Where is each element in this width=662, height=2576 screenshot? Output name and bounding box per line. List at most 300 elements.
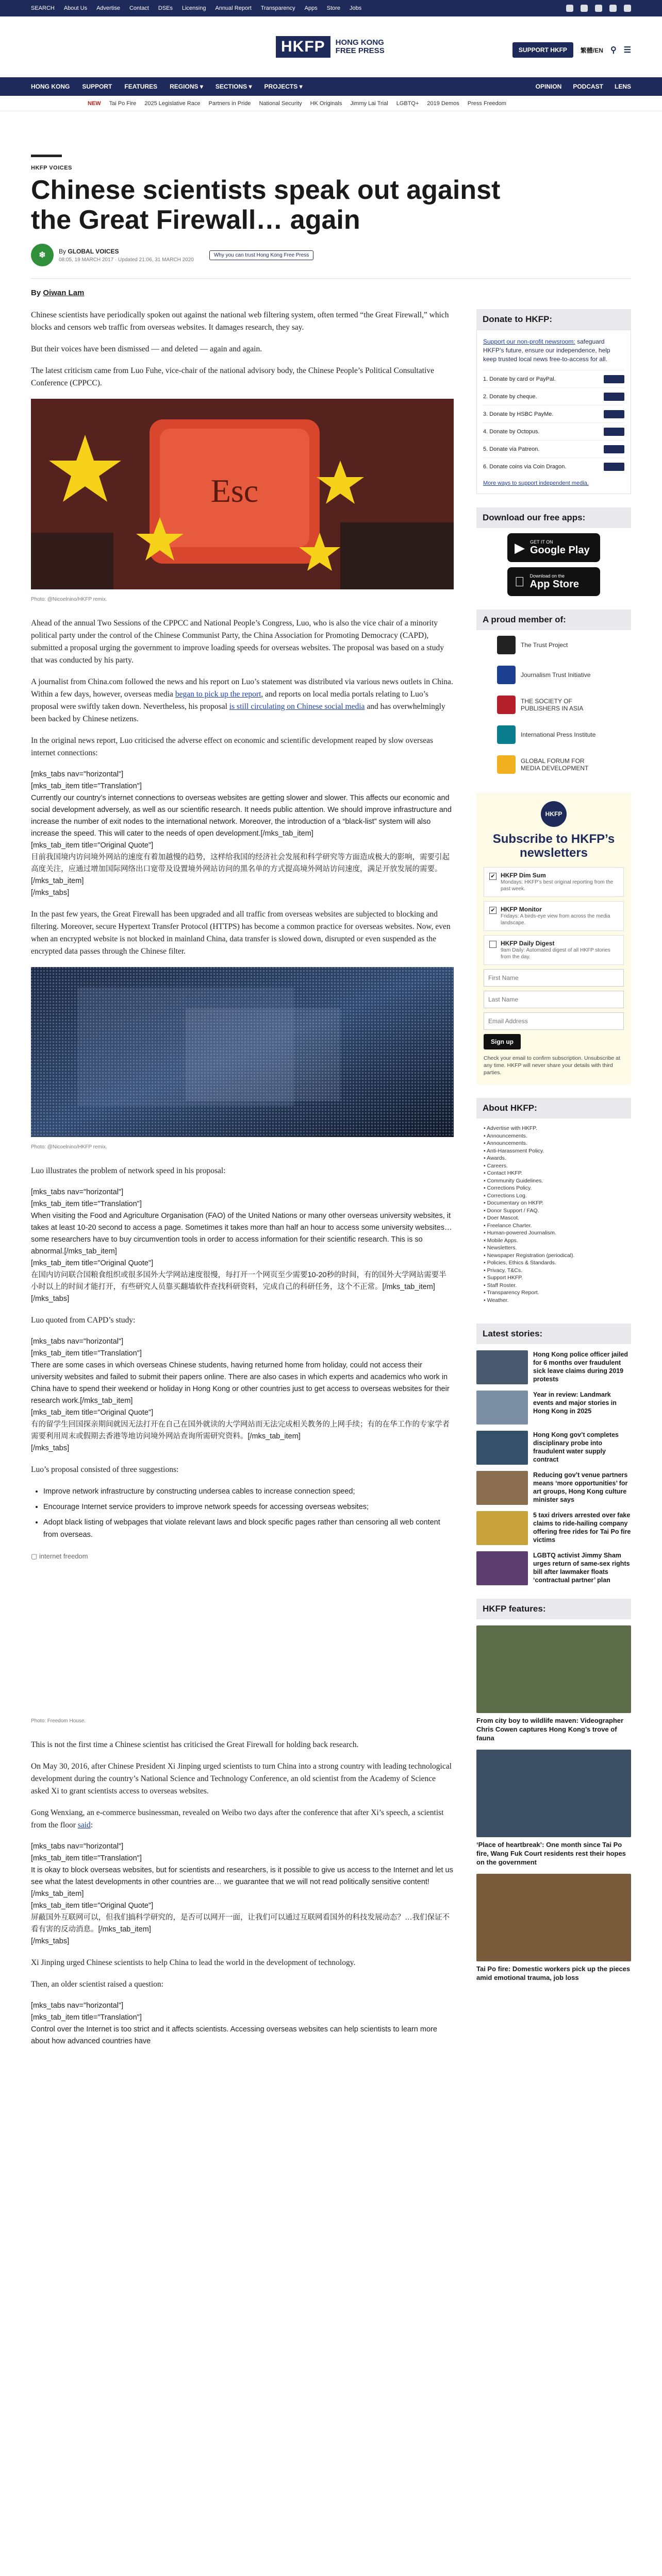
about-link[interactable] — [484, 1252, 624, 1260]
donate-option[interactable] — [483, 440, 624, 457]
donate-option-label: 1. Donate by card or PayPal. — [483, 376, 556, 382]
shortcode: [/mks_tabs] — [31, 1937, 70, 1945]
about-link-label: Anti-Harassment Policy. — [487, 1147, 544, 1154]
byline-prefix: By — [59, 247, 67, 255]
donate-options — [483, 370, 624, 475]
photo-caption: Photo: Freedom House. — [31, 1718, 86, 1724]
shortcode: [mks_tabs nav="horizontal"] — [31, 1337, 124, 1346]
about-link[interactable] — [484, 1192, 624, 1200]
features-list — [476, 1625, 631, 1982]
story-title[interactable]: 5 taxi drivers arrested over fake claims to ride-hailing company offering free rides for Tai Po fire victims — [533, 1512, 631, 1544]
twitter-icon[interactable] — [581, 5, 588, 12]
about-link[interactable] — [484, 1177, 624, 1185]
widget-title: A proud member of: — [476, 609, 631, 630]
trust-button[interactable]: Why you can trust Hong Kong Free Press — [209, 250, 314, 260]
paragraph: Xi Jinping urged Chinese scientists to help China to lead the world in the development of technology. — [31, 1958, 356, 1967]
instagram-icon[interactable] — [595, 5, 602, 12]
linkedin-icon[interactable] — [624, 5, 631, 12]
story-thumbnail[interactable] — [476, 1350, 528, 1384]
app-store-button[interactable] — [507, 567, 600, 596]
widget-title: About HKFP: — [476, 1098, 631, 1118]
about-link-label: Policies, Ethics & Standards. — [487, 1260, 556, 1266]
shortcode: [mks_tabs nav="horizontal"] — [31, 2002, 124, 2010]
bullet-icon: • — [484, 1237, 487, 1244]
newsletter-desc: Fridays: A birds-eye view from across the media landscape. — [501, 913, 610, 926]
about-link[interactable] — [484, 1274, 624, 1282]
more-support-link[interactable]: More ways to support independent media. — [483, 480, 589, 486]
widget-title: HKFP features: — [476, 1599, 631, 1619]
payment-icon — [604, 463, 624, 471]
about-link[interactable] — [484, 1207, 624, 1215]
newsletter-note: Check your email to confirm subscription. Unsubscribe at any time. HKFP will never share your details with third parties. — [484, 1055, 620, 1076]
article-title: Chinese scientists speak out against the Great Firewall… again — [31, 175, 501, 235]
about-link[interactable] — [484, 1132, 624, 1140]
feature-image[interactable] — [476, 1750, 631, 1837]
about-link[interactable] — [484, 1229, 624, 1237]
bullet-icon: • — [484, 1282, 487, 1289]
donate-intro-text: safeguard HKFP’s future, ensure our independence, help keep trusted local news free-to-access for all. — [483, 338, 610, 363]
about-link-label: Awards. — [487, 1155, 506, 1161]
youtube-icon[interactable] — [609, 5, 617, 12]
support-button[interactable]: SUPPORT HKFP — [512, 42, 573, 58]
member-name: Journalism Trust Initiative — [521, 671, 591, 679]
donate-option-label: 4. Donate by Octopus. — [483, 428, 540, 435]
payment-icon — [604, 445, 624, 453]
byline — [31, 242, 443, 268]
bullet-icon: • — [484, 1177, 487, 1184]
donate-intro — [483, 337, 624, 364]
about-link-label: Support HKFP. — [487, 1275, 523, 1281]
feature-image[interactable] — [476, 1874, 631, 1961]
about-list — [476, 1118, 631, 1310]
quote-original: 屏蔽国外互联网可以，但我们搞科学研究的，是否可以网开一面，让我们可以通过互联网看国外的科技发展动态？…我们保证不看有害的反动消息。[/mks_tab_item] — [31, 1913, 450, 1934]
paragraph: Then, an older scientist raised a question: — [31, 1980, 163, 1989]
social-links — [566, 0, 631, 16]
about-link-label: Privacy, T&Cs. — [487, 1267, 523, 1274]
checkbox[interactable]: ✔ — [489, 907, 496, 914]
email-field[interactable] — [484, 1012, 624, 1030]
bullet-icon: • — [484, 1275, 487, 1281]
bullet-icon: • — [484, 1125, 487, 1131]
main-nav — [0, 77, 662, 96]
about-link[interactable] — [484, 1214, 624, 1222]
story-title[interactable]: Hong Kong gov’t completes disciplinary probe into fraudulent water supply contract — [533, 1431, 619, 1463]
about-link[interactable] — [484, 1222, 624, 1230]
broken-image-alt: internet freedom — [39, 1552, 88, 1560]
about-link[interactable] — [484, 1244, 624, 1252]
about-link[interactable] — [484, 1147, 624, 1155]
utility-link[interactable]: DSEs — [158, 5, 173, 11]
about-link[interactable] — [484, 1155, 624, 1162]
utility-link[interactable]: Store — [326, 5, 341, 11]
quote-translation: It is okay to block overseas websites, but for scientists and researchers, is it possible to give us access to the Internet and let us see what the latest developments in other countries are… we guarantee that we will not read politically sensitive content![/mks_tab_item] — [31, 1866, 453, 1898]
last-name-field[interactable] — [484, 991, 624, 1008]
donate-option-label: 5. Donate via Patreon. — [483, 446, 540, 452]
shortcode: [/mks_tabs] — [31, 889, 70, 897]
newsletter-desc: Mondays: HKFP’s best original reporting from the past week. — [501, 879, 614, 892]
quote-original: 有的留学生回国探亲期间就因无法打开在自己在国外就读的大学网站而无法完成相关教务的上网手续；有的在华工作的专家学者需要利用周末或假期去香港等地访问境外网站查询所需研究资料。[/mks_tab_item] — [31, 1420, 450, 1440]
about-link-label: Weather. — [487, 1297, 509, 1303]
bullet-icon: • — [484, 1297, 487, 1303]
quote-translation: There are some cases in which overseas Chinese students, having returned home from holiday, could not access their university websites and failed to submit their papers online. There are also cases in which experts and academics who work in China have to spend their weekend or holiday in Hong Kong or other countries just to get access to overseas websites for their research work.[/mks_tab_item] — [31, 1361, 450, 1405]
paragraph: Luo quoted from CAPD’s study: — [31, 1316, 136, 1325]
paragraph: In the original news report, Luo criticised the adverse effect on economic and scientific development reaped by slow overseas internet connections: — [31, 736, 434, 757]
story-thumbnail[interactable] — [476, 1551, 528, 1585]
svg-text:Esc: Esc — [210, 472, 259, 509]
trending-link[interactable]: 2025 Legislative Race — [144, 100, 201, 107]
bullet-icon: • — [484, 1155, 487, 1161]
nav-item[interactable]: HONG KONG — [31, 83, 70, 90]
nav-item[interactable]: PROJECTS ▾ — [264, 83, 303, 90]
google-play-button[interactable] — [507, 533, 600, 562]
about-link-label: Transparency Report. — [487, 1290, 539, 1296]
donate-option[interactable] — [483, 370, 624, 387]
bullet-icon: • — [484, 1192, 487, 1199]
feature-story[interactable] — [476, 1874, 631, 1982]
jti-logo — [497, 666, 516, 684]
logo-text — [336, 39, 385, 55]
paragraph: Chinese scientists have periodically spoken out against the national web filtering system, often termed “the Great Firewall,” which blocks and censors web traffic from overseas websites. It damages research, they say. — [31, 311, 449, 332]
menu-icon[interactable]: ☰ — [623, 46, 631, 55]
donate-option-label: 3. Donate by HSBC PayMe. — [483, 411, 554, 417]
broken-image — [31, 1550, 454, 1715]
trending-link[interactable]: Tai Po Fire — [109, 100, 137, 107]
logo-box: HKFP — [276, 36, 330, 58]
utility-link[interactable]: Jobs — [350, 5, 362, 11]
bullet-icon: • — [484, 1162, 487, 1169]
author-avatar[interactable]: ❄ — [31, 244, 54, 266]
feature-title[interactable]: Tai Po fire: Domestic workers pick up the pieces amid emotional trauma, job loss — [476, 1965, 631, 1981]
newsletter-option-text — [501, 872, 618, 892]
member-ipi[interactable] — [476, 720, 631, 750]
bullet-icon: • — [484, 1215, 487, 1221]
article-kicker[interactable]: HKFP VOICES — [31, 165, 72, 171]
quote-block — [31, 1187, 454, 1305]
shortcode: [/mks_tabs] — [31, 1295, 70, 1303]
about-link[interactable] — [484, 1259, 624, 1267]
features-widget — [476, 1599, 631, 1982]
photo-caption: Photo: @Nicoelnino/HKFP remix. — [31, 597, 107, 602]
latest-story[interactable] — [476, 1391, 631, 1425]
shortcode: [mks_tab_item title="Translation"] — [31, 1854, 142, 1862]
quote-translation: Currently our country’s internet connections to overseas websites are getting slower and slower. This affects our economic and social development adversely, as well as our scientific research. It needs public attention. We should improve infrastructure and increase the number of exit nodes to the international network. Moreover, the introduction of a “black-list” system will also increase the speed. This will cater to the needs of open development.[/mks_tab_item] — [31, 794, 452, 838]
signup-button[interactable]: Sign up — [484, 1034, 521, 1049]
bullet-icon: • — [484, 1132, 487, 1139]
photo-caption: Photo: @Nicoelnino/HKFP remix. — [31, 1144, 107, 1150]
badge-small: GET IT ON — [530, 539, 553, 545]
inline-link[interactable]: is still circulating on Chinese social media — [229, 702, 365, 711]
payment-icon — [604, 410, 624, 418]
paragraph: Luo’s proposal consisted of three suggestions: — [31, 1465, 179, 1474]
newsletter-option[interactable] — [484, 901, 624, 931]
inline-link[interactable]: began to pick up the report — [175, 690, 261, 699]
feature-image[interactable] — [476, 1625, 631, 1713]
nav-item[interactable]: SUPPORT — [82, 83, 112, 90]
newsletter-widget — [476, 793, 631, 1084]
paragraph: Luo illustrates the problem of network speed in his proposal: — [31, 1166, 226, 1175]
donate-option[interactable] — [483, 387, 624, 405]
quote-block — [31, 2000, 454, 2047]
story-thumbnail[interactable] — [476, 1471, 528, 1505]
feature-story[interactable] — [476, 1750, 631, 1867]
shortcode: [mks_tab_item title="Translation"] — [31, 782, 142, 790]
shortcode: [mks_tab_item title="Original Quote"] — [31, 841, 154, 850]
newsletter-options — [484, 867, 624, 965]
bullet-icon: • — [484, 1170, 487, 1176]
byline-text — [59, 248, 194, 263]
story-thumbnail[interactable] — [476, 1391, 528, 1425]
bullet-icon: • — [484, 1147, 487, 1154]
story-thumbnail[interactable] — [476, 1511, 528, 1545]
about-link-label: Contact HKFP. — [487, 1170, 523, 1176]
about-link[interactable] — [484, 1125, 624, 1132]
trust-project-logo — [497, 636, 516, 654]
about-link[interactable] — [484, 1297, 624, 1304]
paragraph-part: Gong Wenxiang, an e-commerce businessman, revealed on Weibo two days after the conference that after Xi’s speech, a scientist from the floor — [31, 1808, 444, 1829]
bullet-icon: • — [484, 1290, 487, 1296]
checkbox[interactable]: ✔ — [489, 873, 496, 880]
utility-bar — [0, 0, 662, 16]
newsletter-logo: HKFP — [541, 801, 567, 827]
donate-option[interactable] — [483, 422, 624, 440]
about-link-label: Announcements. — [487, 1140, 527, 1146]
suggestion-list — [43, 1485, 454, 1541]
utility-link[interactable]: Licensing — [182, 5, 206, 11]
about-link[interactable] — [484, 1267, 624, 1275]
member-name: The Trust Project — [521, 641, 568, 649]
nav-item[interactable]: REGIONS ▾ — [170, 83, 203, 90]
logo-line-2: FREE PRESS — [335, 46, 385, 55]
trending-bar — [0, 96, 662, 111]
network-illustration — [31, 967, 454, 1137]
first-name-field[interactable] — [484, 969, 624, 987]
esc-key-illustration — [31, 399, 454, 589]
author-line-name[interactable]: Oiwan Lam — [43, 289, 85, 297]
member-trust-project[interactable] — [476, 630, 631, 660]
utility-link[interactable]: Annual Report — [215, 5, 252, 11]
latest-widget — [476, 1324, 631, 1585]
gfmd-logo — [497, 755, 516, 774]
shortcode: [mks_tab_item title="Original Quote"] — [31, 1902, 154, 1910]
newsletter-desc: 9am Daily: Automated digest of all HKFP stories from the day. — [501, 947, 610, 960]
trending-link[interactable]: Partners in Pride — [208, 100, 251, 107]
badge-big: Google Play — [530, 545, 590, 556]
utility-link[interactable]: Advertise — [96, 5, 120, 11]
donate-intro-link[interactable]: Support our non-profit newsroom: — [483, 338, 575, 345]
paragraph: Ahead of the annual Two Sessions of the CPPCC and National People’s Congress, Luo, who is also the vice chair of a minority political party under the control of the Chinese Communist Party, the China Association for Promoting Democracy (CAPD), submitted a proposal urging the government to improve loading speeds for overseas websites. The proposal was based on a study that was conducted by his party. — [31, 619, 444, 665]
list-item: • Improve network infrastructure by constructing undersea cables to increase connection speed; — [43, 1485, 454, 1498]
paragraph: This is not the first time a Chinese scientist has criticised the Great Firewall for holding back research. — [31, 1740, 359, 1749]
site-logo[interactable] — [276, 34, 385, 60]
newsletter-title: Subscribe to HKFP’s newsletters — [492, 832, 615, 860]
newsletter-name: HKFP Daily Digest — [501, 940, 555, 947]
member-gfmd[interactable] — [476, 750, 631, 779]
quote-block — [31, 1336, 454, 1454]
about-link-label: Staff Roster. — [487, 1282, 517, 1289]
donate-option[interactable] — [483, 405, 624, 422]
kicker-bar — [31, 155, 62, 157]
about-link-label: Corrections Log. — [487, 1192, 527, 1199]
about-link[interactable] — [484, 1162, 624, 1170]
latest-story[interactable] — [476, 1511, 631, 1545]
feature-story[interactable] — [476, 1625, 631, 1742]
about-link-label: Community Guidelines. — [487, 1177, 543, 1184]
bullet-icon: • — [484, 1245, 487, 1251]
broken-image-icon: ▢ — [31, 1552, 38, 1560]
utility-link[interactable]: Transparency — [260, 5, 295, 11]
member-sopa[interactable] — [476, 690, 631, 720]
paragraph — [31, 1807, 454, 1832]
latest-story[interactable] — [476, 1471, 631, 1505]
donate-box — [476, 330, 631, 494]
language-switch[interactable]: 繁體/EN — [580, 46, 603, 54]
bullet-icon: • — [484, 1140, 487, 1146]
member-jti[interactable] — [476, 660, 631, 690]
shortcode: [mks_tabs nav="horizontal"] — [31, 1188, 124, 1196]
story-thumbnail[interactable] — [476, 1431, 528, 1465]
trending-link[interactable]: Press Freedom — [467, 100, 506, 107]
apps-widget — [476, 507, 631, 596]
trending-links — [88, 96, 506, 111]
member-name: GLOBAL FORUM FOR MEDIA DEVELOPMENT — [521, 757, 589, 772]
latest-story[interactable] — [476, 1350, 631, 1384]
article-body — [31, 309, 454, 2047]
trending-link[interactable]: HK Originals — [310, 100, 342, 107]
sidebar — [476, 309, 631, 1995]
logo-line-1: HONG KONG — [335, 38, 384, 47]
byline-author[interactable]: GLOBAL VOICES — [68, 247, 119, 255]
inline-link[interactable]: said — [77, 1821, 91, 1829]
shortcode: [mks_tab_item title="Original Quote"] — [31, 1409, 154, 1417]
story-title[interactable]: LGBTQ activist Jimmy Sham urges return of same-sex rights bill after lawmaker floats ‘contractual partner’ plan — [533, 1552, 630, 1584]
story-title[interactable]: Year in review: Landmark events and major stories in Hong Kong in 2025 — [533, 1391, 617, 1415]
utility-link[interactable]: SEARCH — [31, 5, 55, 11]
donate-widget — [476, 309, 631, 494]
widget-title: Latest stories: — [476, 1324, 631, 1344]
bullet-icon: • — [484, 1252, 487, 1259]
search-icon[interactable]: ⚲ — [610, 46, 617, 55]
shortcode: [mks_tabs nav="horizontal"] — [31, 770, 124, 778]
about-link-label: Corrections Policy. — [487, 1185, 532, 1191]
about-link-label: Donor Support / FAQ. — [487, 1207, 539, 1214]
bullet-icon: • — [484, 1260, 487, 1266]
member-name: THE SOCIETY OF PUBLISHERS IN ASIA — [521, 698, 584, 712]
widget-title: Download our free apps: — [476, 507, 631, 528]
donate-option-label: 6. Donate coins via Coin Dragon. — [483, 463, 567, 470]
quote-translation: When visiting the Food and Agriculture Organisation (FAO) of the United Nations or many other overseas university websites, it takes at least 10-20 second to access a page. Sometimes it takes more than half an hour to access some university websites… some researchers have to buy circumvention tools in order to access information for their scientific research. This is so abnormal.[/mks_tab_item] — [31, 1212, 452, 1256]
quote-original: 目前我国境内访问境外网站的速度有着加越慢的趋势，这样给我国的经济社会发展和科学研究等方面造成极大的影响，需要引起高度关注，应通过增加国际网络出口宽带及设置境外网站访问的黑名单的方式提高境外网站访问速度，满足开放发展的需要。[/mks_tab_item] — [31, 853, 450, 885]
newsletter-option-text — [501, 940, 618, 960]
author-line — [31, 289, 84, 297]
about-link-label: Announcements. — [487, 1132, 527, 1139]
latest-story[interactable] — [476, 1551, 631, 1585]
payment-icon — [604, 393, 624, 401]
shortcode: [mks_tab_item title="Translation"] — [31, 2013, 142, 2022]
about-link-label: Documentary on HKFP. — [487, 1200, 544, 1206]
feature-title[interactable]: ‘Place of heartbreak’: One month since Tai Po fire, Wang Fuk Court residents rest their hopes on the government — [476, 1841, 626, 1866]
checkbox[interactable] — [489, 941, 496, 948]
shortcode: [mks_tab_item title="Original Quote"] — [31, 1259, 154, 1267]
paragraph-part: and has overwhelmingly been backed by Chinese netizens. — [31, 702, 445, 723]
utility-link[interactable]: About Us — [63, 5, 88, 11]
sopa-logo — [497, 696, 516, 714]
bullet-icon: • — [484, 1207, 487, 1214]
about-link-label: Doer Mascot. — [487, 1215, 520, 1221]
feature-title[interactable]: From city boy to wildlife maven: Videographer Chris Cowen captures Hong Kong’s trove of fauna — [476, 1717, 624, 1742]
newsletter-option[interactable] — [484, 935, 624, 965]
badge-small: Download on the — [520, 573, 555, 579]
donate-option[interactable] — [483, 457, 624, 475]
quote-translation: Control over the Internet is too strict and it affects scientists. Accessing overseas websites can help scientists to learn more about how advanced countries have — [31, 2025, 437, 2045]
list-item: • Encourage Internet service providers to improve network speeds for accessing overseas websites; — [43, 1501, 454, 1513]
nav-item[interactable]: PODCAST — [573, 83, 603, 90]
newsletter-option[interactable] — [484, 867, 624, 897]
list-item: • Adopt black listing of webpages that violate relevant laws and block specific pages rather than censoring all web content from overseas. — [43, 1516, 454, 1541]
about-link[interactable] — [484, 1184, 624, 1192]
nav-item[interactable]: SECTIONS ▾ — [215, 83, 252, 90]
payment-icon — [604, 428, 624, 436]
quote-block — [31, 1841, 454, 1947]
about-link[interactable] — [484, 1237, 624, 1245]
paragraph-part: , and reports on local media portals relating to Luo’s proposal were swiftly taken down. Nevertheless, his proposal — [31, 690, 428, 711]
story-title[interactable]: Reducing gov’t venue partners means ‘more opportunities’ for art groups, Hong Kong culture minister says — [533, 1471, 628, 1503]
member-name: International Press Institute — [521, 731, 596, 738]
paragraph: In the past few years, the Great Firewall has been upgraded and all traffic from overseas websites are subjected to blocking and filtering. Moreover, secure Hypertext Transfer Protocol (HTTPS) has become a common practice for overseas websites. Now, even when an encrypted website is not blocked in mainland China, data transfer is slowed down, disrupted or even suspended as the encrypted data passes through the Chinese filter. — [31, 910, 451, 956]
bullet-icon: • — [484, 1222, 487, 1229]
esc-key-photo — [31, 399, 454, 589]
trending-link[interactable]: LGBTQ+ — [396, 100, 419, 107]
facebook-icon[interactable] — [566, 5, 573, 12]
utility-link[interactable]: Apps — [304, 5, 318, 11]
story-title[interactable]: Hong Kong police officer jailed for 6 months over fraudulent sick leave claims during 2019 protests — [533, 1351, 628, 1383]
about-link[interactable] — [484, 1170, 624, 1177]
trending-link[interactable]: National Security — [259, 100, 302, 107]
paragraph: But their voices have been dismissed — and deleted — again and again. — [31, 345, 262, 353]
about-widget — [476, 1098, 631, 1310]
about-link-label: Advertise with HKFP. — [487, 1125, 537, 1131]
network-photo — [31, 967, 454, 1137]
author-line-prefix: By — [31, 289, 41, 297]
about-link-label: Newspaper Registration (periodical). — [487, 1252, 575, 1259]
badge-big: App Store — [520, 579, 569, 590]
latest-story[interactable] — [476, 1431, 631, 1465]
site-header — [0, 16, 662, 77]
about-link[interactable] — [484, 1140, 624, 1147]
utility-link[interactable]: Contact — [129, 5, 149, 11]
about-link-label: Freelance Charter. — [487, 1222, 532, 1229]
nav-item[interactable]: LENS — [614, 83, 631, 90]
about-link[interactable] — [484, 1199, 624, 1207]
about-link[interactable] — [484, 1282, 624, 1290]
trending-link[interactable]: 2019 Demos — [427, 100, 459, 107]
new-badge: NEW — [88, 100, 101, 107]
main-nav-right — [536, 77, 631, 96]
paragraph: On May 30, 2016, after Chinese President Xi Jinping urged scientists to turn China into a strong country with leading technological development during the country’s National Science and Technology Conference, an old scientist from the Academy of Science asked Xi to grant scientists access to overseas websites. — [31, 1762, 452, 1795]
shortcode: [mks_tabs nav="horizontal"] — [31, 1842, 124, 1851]
bullet-icon: • — [484, 1230, 487, 1236]
about-link[interactable] — [484, 1289, 624, 1297]
shortcode: [mks_tab_item title="Translation"] — [31, 1349, 142, 1358]
donate-option-label: 2. Donate by cheque. — [483, 393, 537, 400]
latest-list — [476, 1350, 631, 1585]
bullet-icon: • — [484, 1267, 487, 1274]
google-play-icon: ▶ — [515, 539, 525, 555]
newsletter-name: HKFP Dim Sum — [501, 872, 546, 879]
about-link-label: Careers. — [487, 1162, 508, 1169]
trending-link[interactable]: Jimmy Lai Trial — [350, 100, 388, 107]
nav-item[interactable]: FEATURES — [124, 83, 158, 90]
nav-item[interactable]: OPINION — [535, 83, 562, 90]
